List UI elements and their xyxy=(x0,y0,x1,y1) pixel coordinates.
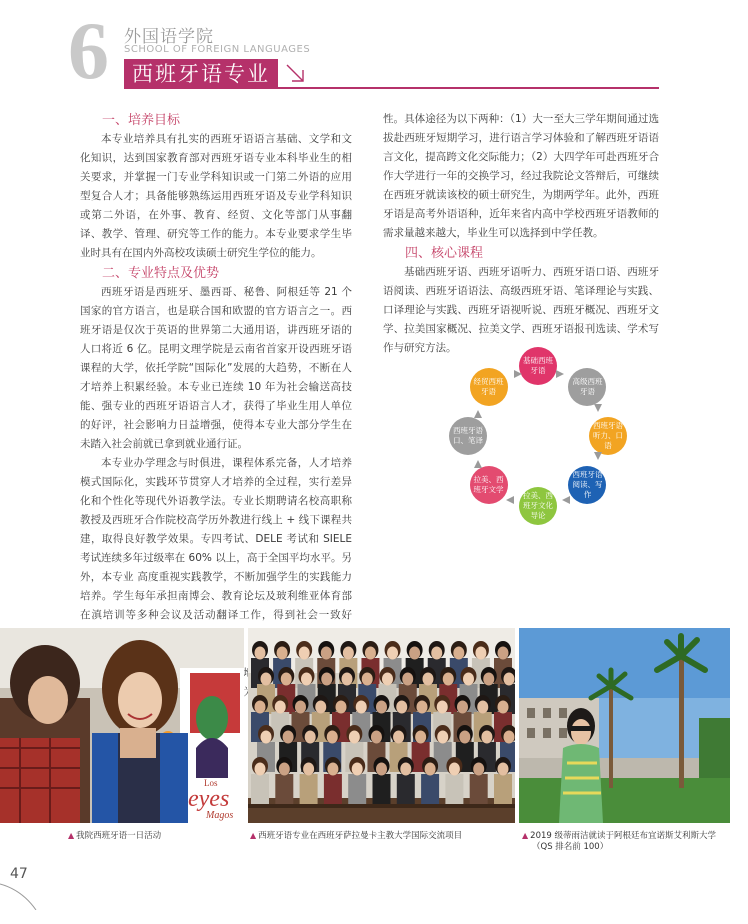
person-face xyxy=(437,731,448,744)
cycle-arrow-icon xyxy=(514,370,522,378)
triangle-marker-icon: ▲ xyxy=(522,831,529,840)
page-number: 47 xyxy=(10,866,28,882)
person-face xyxy=(393,731,404,744)
person-face xyxy=(277,647,288,660)
person-body xyxy=(421,774,439,804)
sign-text-los: Los xyxy=(204,778,218,788)
person-body xyxy=(275,774,293,804)
node-culture-intro: 拉美、西班牙文化导论 xyxy=(519,487,557,525)
right-column xyxy=(383,110,659,358)
person-face xyxy=(321,673,332,686)
cycle-arrow-icon xyxy=(594,452,602,460)
person-face xyxy=(477,701,488,714)
person-face xyxy=(362,673,373,686)
caption-text: 西班牙语专业在西班牙萨拉曼卡主教大学国际交流项目 xyxy=(258,831,463,841)
major-title: 西班牙语专业 xyxy=(124,59,278,89)
person-face xyxy=(396,701,407,714)
person-face xyxy=(483,673,494,686)
caption-text: 2019 级蒂雨洁就读于阿根廷布宜诺斯艾利斯大学 xyxy=(530,831,716,841)
section-title-training-goals: 一、培养目标 xyxy=(102,113,181,128)
person-face xyxy=(443,673,454,686)
person-face xyxy=(425,763,436,776)
person-face xyxy=(279,763,290,776)
person-face xyxy=(315,701,326,714)
person-body xyxy=(397,774,415,804)
header-rule xyxy=(124,87,659,89)
person-face xyxy=(457,701,468,714)
person-face xyxy=(473,763,484,776)
node-reading-writing: 西班牙语阅读、写作 xyxy=(568,466,606,504)
cycle-arrows xyxy=(448,340,628,532)
person-face xyxy=(327,731,338,744)
person-face xyxy=(498,763,509,776)
cycle-arrow-icon xyxy=(474,460,482,468)
caption-text: 我院西班牙语一日活动 xyxy=(76,831,162,841)
person-face xyxy=(498,647,509,660)
person-face xyxy=(305,731,316,744)
person-face xyxy=(295,701,306,714)
person-face xyxy=(349,731,360,744)
features-text-2: 本专业办学理念与时俱进，课程体系完备，人才培养模式国际化，实践环节贯穿人才培养的全过程，实行差异化和个性化等现代外语教学法。专业长期聘请名校高职称教授及西班牙合作院校高学历外教进行线上 + 线下课程共建，取得良好教学效果。专四考试、DELE 考试和 SIELE 考试连续多年过级率在 60% 以上，高于全国平均水平。另外，本专业 高度重视实践教学，不断加强学生的实践能力培养。学生每年承担南博会、教育论坛及玻利维亚体育部在滇培训等多种会议及活动翻译工作，得到社会一致好 xyxy=(80,457,352,621)
person-face xyxy=(382,673,393,686)
person-face xyxy=(449,763,460,776)
photo-group-exchange xyxy=(248,628,515,823)
person-face xyxy=(356,701,367,714)
sign-text-reyes: eyes xyxy=(188,786,230,812)
school-name-en: SCHOOL OF FOREIGN LANGUAGES xyxy=(124,44,311,55)
node-listening-speaking: 西班牙语听力、口语 xyxy=(589,417,627,455)
person-body xyxy=(373,774,391,804)
person-face xyxy=(423,673,434,686)
caption-text-qs-rank: （QS 排名前 100） xyxy=(532,842,609,852)
person-face xyxy=(504,731,515,744)
person-face xyxy=(261,673,272,686)
cycle-arrow-icon xyxy=(556,370,564,378)
person-face xyxy=(504,673,515,686)
caption-photo-3 xyxy=(522,830,732,853)
person-face xyxy=(255,763,266,776)
person-face xyxy=(255,701,266,714)
section-title-core-courses: 四、核心课程 xyxy=(405,246,484,261)
node-advanced-spanish: 高级西班牙语 xyxy=(568,368,606,406)
cycle-arrow-icon xyxy=(474,410,482,418)
person-face xyxy=(275,701,286,714)
employment-text-part2: 性。具体途径为以下两种：（1）大一至大三学年期间通过选拔赴西班牙短期学习，进行语言学习体验和了解西班牙语语言文化，提高跨文化交际能力；（2）大四学年可赴西班牙合作大学进行一年的交换学习，经过我院论文答辩后，可继续在西班牙就读该校的硕士研究生，为期两学年。此外，西班牙语是高考外语语种，近年来省内高中学校西班牙语教师的需求量越来越大，毕业生可以选择到中学任教。 xyxy=(383,113,659,239)
node-literature: 拉美、西班牙文学 xyxy=(470,466,508,504)
person-face xyxy=(475,647,486,660)
triangle-marker-icon: ▲ xyxy=(250,831,257,840)
person-face xyxy=(417,701,428,714)
person-body xyxy=(470,774,488,804)
training-goals-text: 本专业培养具有扎实的西班牙语语言基础、文学和文化知识，达到国家教育部对西班牙语专业本科毕业生的相关要求，并掌握一门专业学科知识或一门第二外语的应用型复合人才；具备能够熟练运用西班牙语及专业学科知识或第二外语，在外事、教育、经贸、文化等部门从事翻译、教学、管理、研究等工作的能力。本专业要求学生毕业时具有在国内外高校攻读硕士研究生学位的能力。 xyxy=(80,133,352,259)
photo-activity-day xyxy=(0,628,244,823)
person-face xyxy=(453,647,464,660)
person-face xyxy=(459,731,470,744)
person-body xyxy=(324,774,342,804)
caption-photo-2 xyxy=(250,830,462,842)
person-face xyxy=(437,701,448,714)
person-face xyxy=(343,647,354,660)
person-face xyxy=(299,647,310,660)
person-body xyxy=(445,774,463,804)
person-face xyxy=(303,763,314,776)
section-title-features: 二、专业特点及优势 xyxy=(102,266,220,281)
person-body xyxy=(494,774,512,804)
school-name-cn: 外国语学院 xyxy=(124,27,214,47)
core-courses-text: 基础西班牙语、西班牙语听力、西班牙语口语、西班牙语阅读、西班牙语语法、高级西班牙语、笔译理论与实践、口译理论与实践、西班牙语视听说、西班牙概况、西班牙文学、拉美国家概况、拉美文学、西班牙语报刊选读、学术写作与研究方法。 xyxy=(383,266,659,354)
triangle-marker-icon: ▲ xyxy=(68,831,75,840)
node-business-spanish: 经贸西班牙语 xyxy=(470,368,508,406)
person-face xyxy=(402,673,413,686)
person-face xyxy=(463,673,474,686)
cycle-arrow-icon xyxy=(594,404,602,412)
person-face xyxy=(301,673,312,686)
features-text-1: 西班牙语是西班牙、墨西哥、秘鲁、阿根廷等 21 个国家的官方语言，也是联合国和欧盟的官方语言之一。西班牙语是仅次于英语的世界第二大通用语，讲西班牙语的人口将近 6 亿。昆明文理学院是云南省首家开设西班牙语课程的大学，依托学院“国际化”发展的大趋势，不断在人才培养上积累经验。本专业已连续 10 年为社会输送高技能、强专业的西班牙语语言人才，获得了毕业生用人单位的好评，社会影响力日益增强，使得本专业大部分学生在未踏入社会前就已拿到就业通行证。 xyxy=(80,286,352,450)
person-face xyxy=(431,647,442,660)
person-face xyxy=(376,763,387,776)
cycle-arrow-icon xyxy=(506,496,514,504)
person-face xyxy=(342,673,353,686)
person-face xyxy=(376,701,387,714)
person-face xyxy=(327,763,338,776)
person-face xyxy=(415,731,426,744)
node-basic-spanish: 基础西班牙语 xyxy=(519,347,557,385)
node-translation: 西班牙语口、笔译 xyxy=(449,417,487,455)
person-face xyxy=(498,701,509,714)
course-cycle-diagram xyxy=(448,340,628,532)
chapter-number: 6 xyxy=(68,5,109,96)
person-body xyxy=(300,774,318,804)
person-face xyxy=(400,763,411,776)
person-face xyxy=(255,647,266,660)
person-face xyxy=(387,647,398,660)
person-body xyxy=(251,774,269,804)
person-face xyxy=(321,647,332,660)
person-face xyxy=(281,673,292,686)
person-body xyxy=(348,774,366,804)
person-face xyxy=(371,731,382,744)
person-face xyxy=(336,701,347,714)
person-face xyxy=(283,731,294,744)
person-face xyxy=(481,731,492,744)
person-face xyxy=(352,763,363,776)
photo-buenos-aires xyxy=(519,628,730,823)
arrow-down-right-icon xyxy=(284,62,306,84)
person-face xyxy=(261,731,272,744)
sign-text-magos: Magos xyxy=(206,810,234,821)
person-face xyxy=(365,647,376,660)
cycle-arrow-icon xyxy=(562,496,570,504)
person-face xyxy=(409,647,420,660)
caption-photo-1 xyxy=(68,830,161,842)
